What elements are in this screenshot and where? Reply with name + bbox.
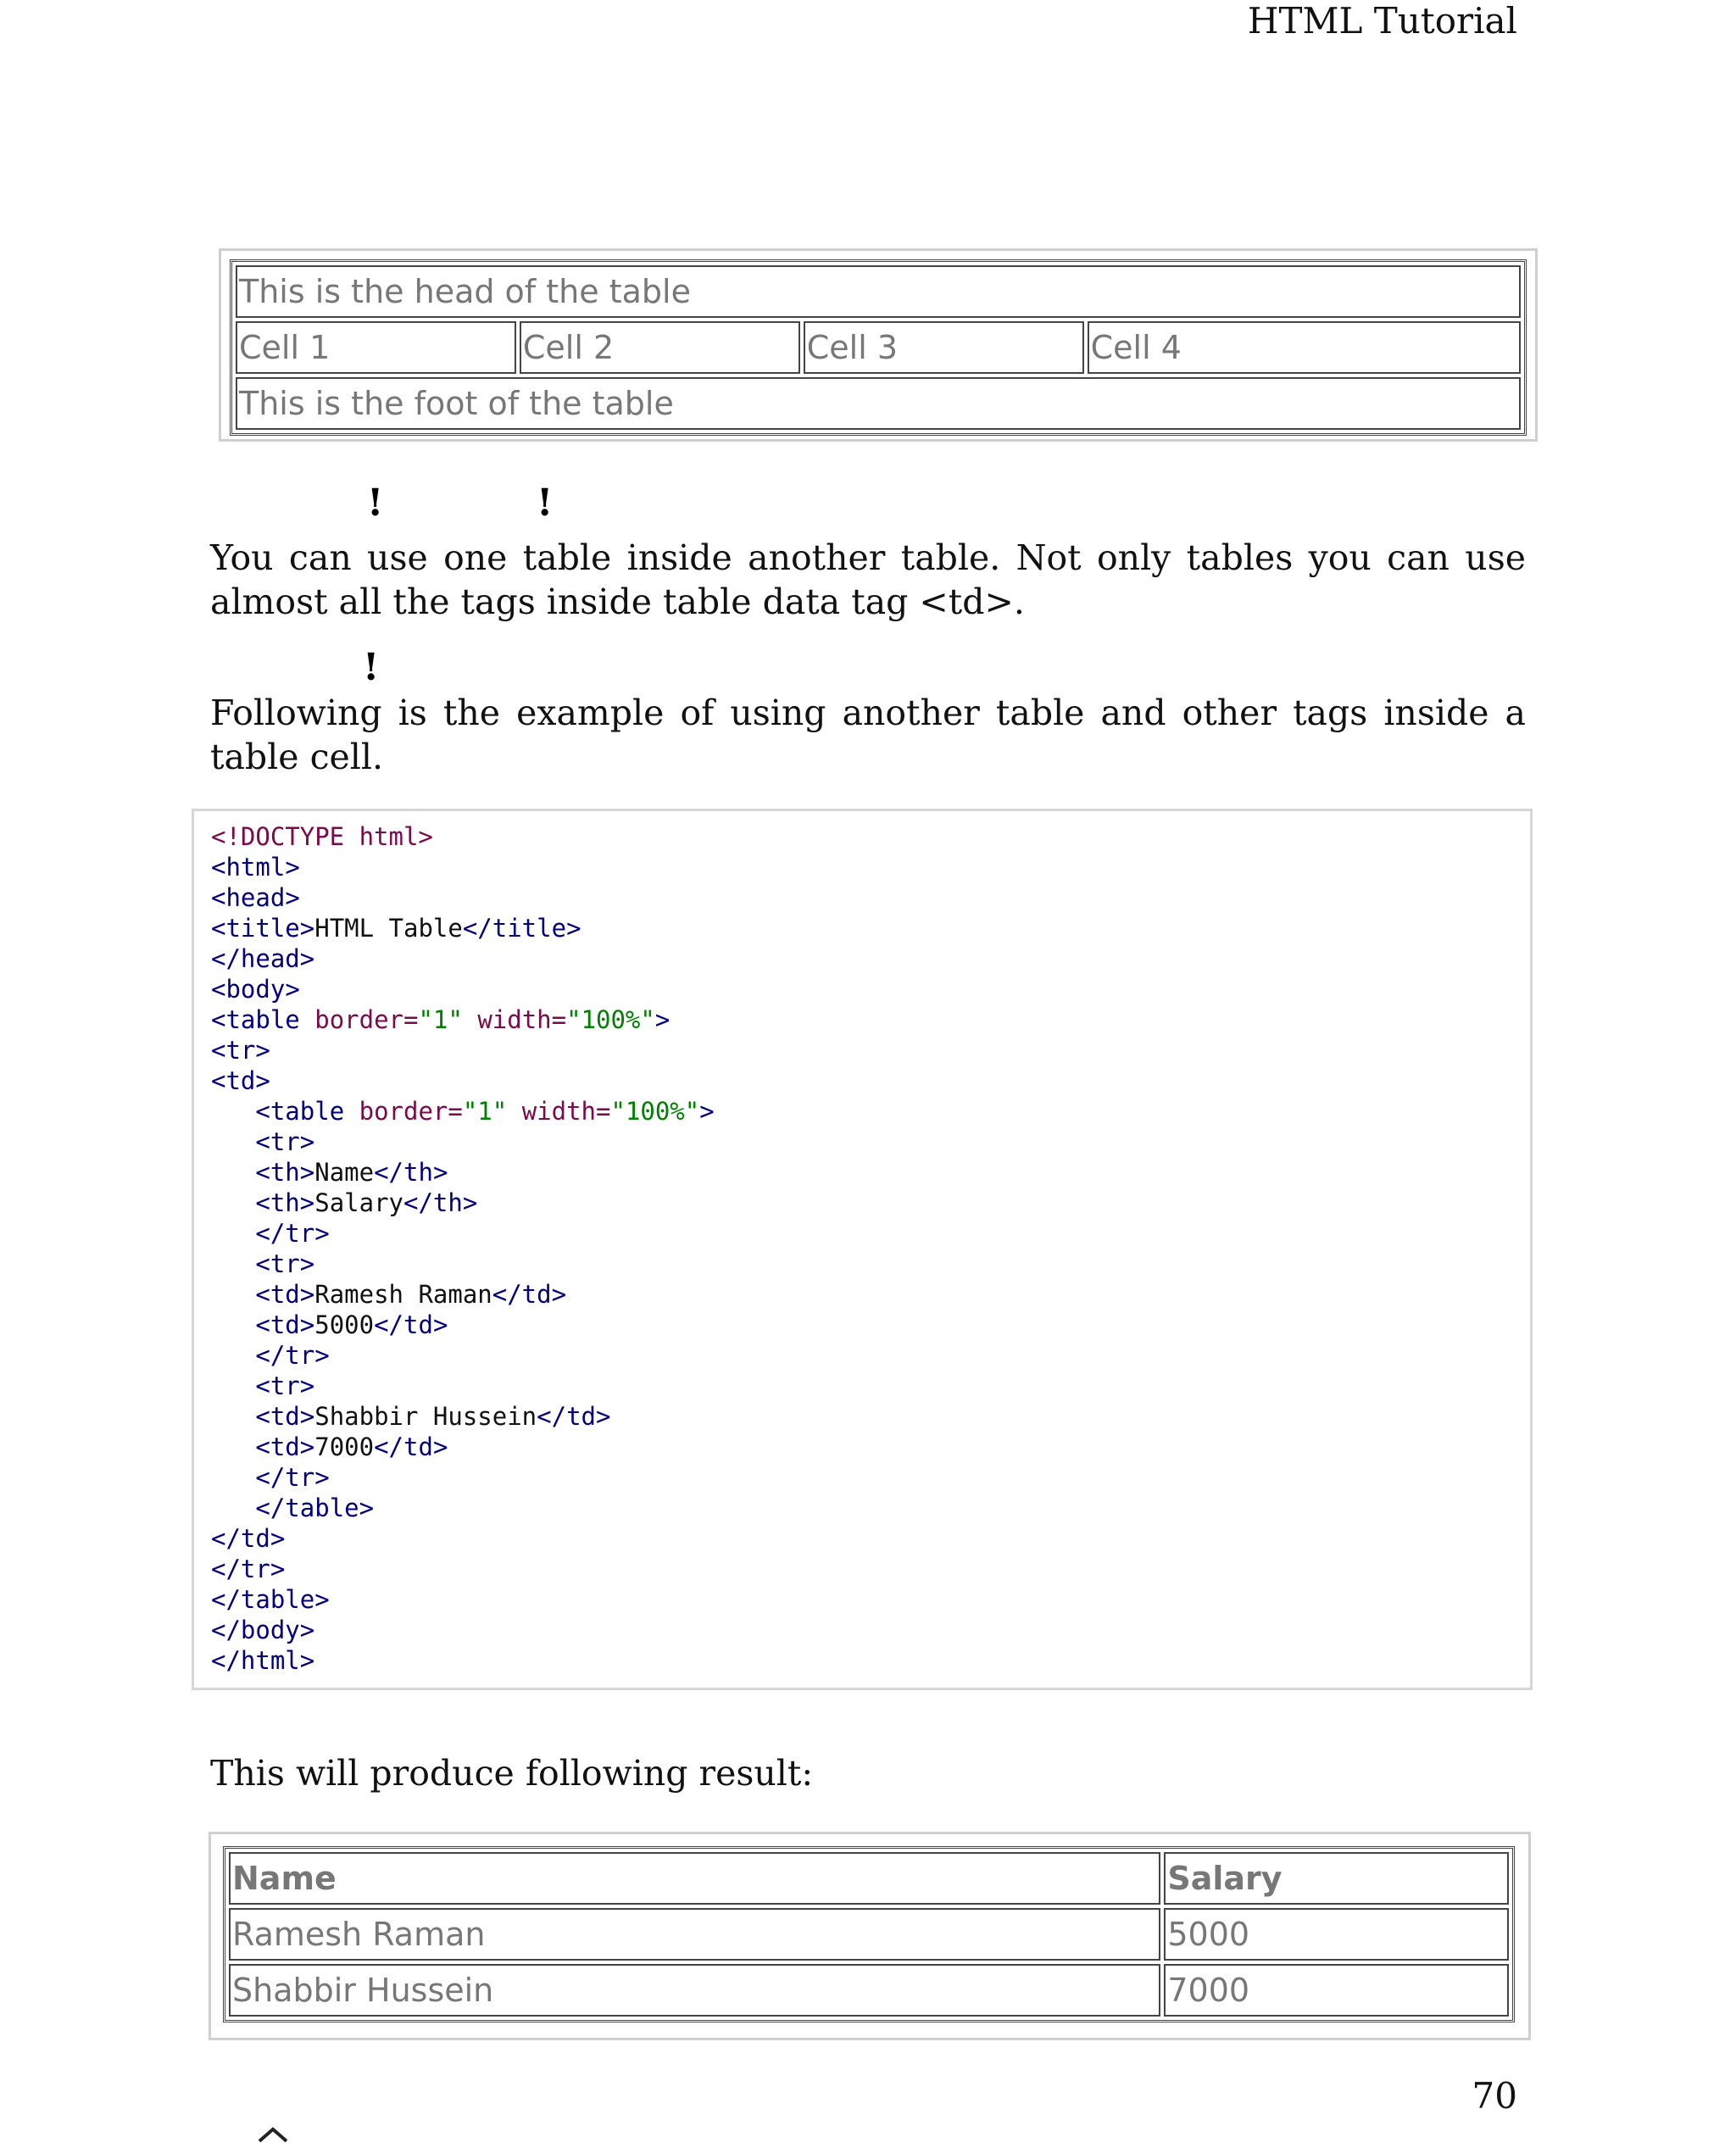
code-example-box [192,809,1533,1690]
table-row [229,1964,1509,2017]
example-intro-paragraph: Following is the example of using another table and other tags inside a table cell. [210,693,1526,777]
heading-mark: ! [363,646,380,689]
table-cell: Shabbir Hussein [229,1964,1160,2017]
code-line: <table border="1" width="100%"> [255,1097,715,1126]
heading-mark: ! [537,481,554,525]
code-line: <td>Shabbir Hussein</td> [255,1402,611,1431]
result-intro-paragraph: This will produce following result: [210,1753,814,1794]
code-line: <td> [211,1066,270,1095]
nested-result-table [223,1846,1515,2022]
running-header-title: HTML Tutorial [1247,0,1517,42]
page-number: 70 [1472,2075,1517,2117]
code-line: </td> [211,1524,286,1553]
nested-tables-paragraph: You can use one table inside another table. Not only tables you can use almost all the tags inside table data tag <td>. [210,537,1526,622]
code-line: </tr> [211,1555,286,1583]
table-head-row [236,265,1521,318]
code-line: <tr> [255,1371,315,1400]
code-line: </body> [211,1616,315,1644]
code-line: </table> [255,1494,375,1522]
code-line: </tr> [255,1341,330,1370]
code-line: </head> [211,944,315,973]
code-line: <td>5000</td> [255,1310,448,1339]
code-line: <tr> [255,1249,315,1278]
code-line: <tr> [211,1036,270,1065]
table-foot-cell: This is the foot of the table [236,377,1521,430]
code-line: <tr> [255,1127,315,1156]
head-body-foot-table [230,259,1527,436]
code-line: <td>Ramesh Raman</td> [255,1280,567,1309]
column-header-name: Name [229,1852,1160,1905]
code-line: <th>Salary</th> [255,1188,478,1217]
heading-mark: ! [367,481,384,525]
code-line: <html> [211,853,300,882]
table-row [229,1908,1509,1961]
caret-up-icon [256,2119,290,2153]
table-cell: 7000 [1164,1964,1509,2017]
table-cell: Cell 1 [236,321,516,374]
table-foot-row [236,377,1521,430]
code-block [211,821,715,1676]
code-line: </tr> [255,1463,330,1492]
code-line: <table border="1" width="100%"> [211,1005,670,1034]
code-line: <title>HTML Table</title> [211,914,581,943]
code-line: <th>Name</th> [255,1158,448,1187]
code-line: <!DOCTYPE html> [211,822,433,851]
code-line: <head> [211,883,300,912]
table-head-cell: This is the head of the table [236,265,1521,318]
column-header-salary: Salary [1164,1852,1509,1905]
result-table-frame [209,1832,1531,2040]
table-cell: Ramesh Raman [229,1908,1160,1961]
code-line: </tr> [255,1219,330,1248]
table-header-row [229,1852,1509,1905]
result-table-frame [219,248,1538,442]
code-line: <body> [211,975,300,1004]
table-cell: 5000 [1164,1908,1509,1961]
table-cell: Cell 2 [520,321,800,374]
table-body-row [236,321,1521,374]
table-cell: Cell 4 [1088,321,1521,374]
code-line: <td>7000</td> [255,1433,448,1461]
code-line: </html> [211,1646,315,1675]
code-line: </table> [211,1585,330,1614]
table-cell: Cell 3 [804,321,1084,374]
